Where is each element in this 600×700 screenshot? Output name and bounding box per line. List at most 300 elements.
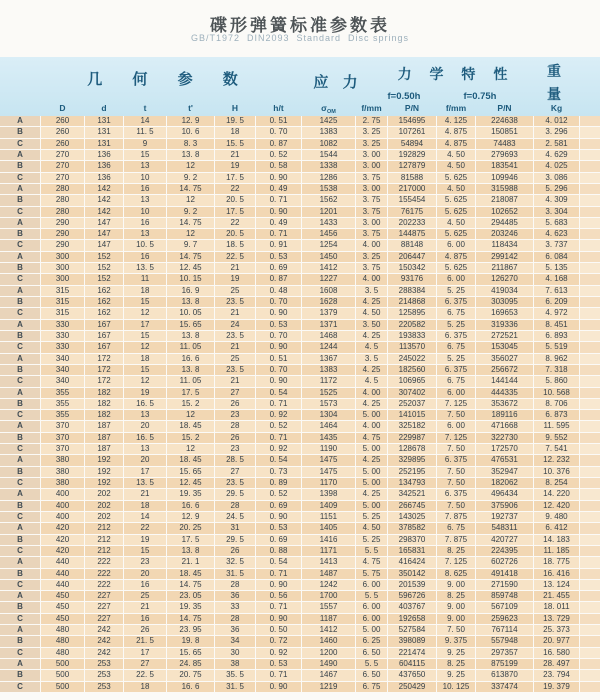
value-cell: 17 xyxy=(124,320,166,330)
value-cell: 7. 125 xyxy=(437,399,475,409)
value-cell: 74483 xyxy=(476,139,533,149)
value-cell: 1433 xyxy=(302,218,355,228)
value-cell: 131 xyxy=(85,127,123,137)
value-cell: 13 xyxy=(124,229,166,239)
value-cell: 7. 125 xyxy=(437,557,475,567)
value-cell: 227 xyxy=(85,602,123,612)
value-cell: 440 xyxy=(41,580,84,590)
value-cell: 319336 xyxy=(476,320,533,330)
table-row xyxy=(0,297,600,307)
value-cell: 437650 xyxy=(388,670,436,680)
filler-cell xyxy=(580,546,600,556)
column-header-series xyxy=(0,102,40,115)
series-cell: C xyxy=(0,274,40,284)
value-cell: 420 xyxy=(41,546,84,556)
value-cell: 3. 00 xyxy=(356,184,387,194)
value-cell: 172570 xyxy=(476,444,533,454)
value-cell: 36 xyxy=(215,625,255,635)
value-cell: 9. 00 xyxy=(437,614,475,624)
series-cell: B xyxy=(0,467,40,477)
value-cell: 21. 5 xyxy=(124,636,166,646)
value-cell: 17. 5 xyxy=(215,173,255,183)
value-cell: 300 xyxy=(41,263,84,273)
value-cell: 3. 00 xyxy=(356,161,387,171)
value-cell: 1412 xyxy=(302,263,355,273)
series-cell: A xyxy=(0,354,40,364)
value-cell: 11. 185 xyxy=(534,546,579,556)
value-cell: 6. 873 xyxy=(534,410,579,420)
filler-cell xyxy=(580,614,600,624)
value-cell: 134793 xyxy=(388,478,436,488)
value-cell: 3. 50 xyxy=(356,320,387,330)
value-cell: 2. 581 xyxy=(534,139,579,149)
value-cell: 152 xyxy=(85,263,123,273)
value-cell: 450 xyxy=(41,591,84,601)
value-cell: 118434 xyxy=(476,240,533,250)
table-row xyxy=(0,263,600,273)
value-cell: 15 xyxy=(124,546,166,556)
series-cell: A xyxy=(0,659,40,669)
value-cell: 613870 xyxy=(476,670,533,680)
value-cell: 152 xyxy=(85,274,123,284)
value-cell: 0. 71 xyxy=(256,670,301,680)
value-cell: 0. 92 xyxy=(256,410,301,420)
value-cell: 270 xyxy=(41,173,84,183)
table-row xyxy=(0,591,600,601)
value-cell: 187 xyxy=(85,421,123,431)
value-cell: 1525 xyxy=(302,388,355,398)
table-row xyxy=(0,218,600,228)
value-cell: 0. 48 xyxy=(256,286,301,296)
value-cell: 1254 xyxy=(302,240,355,250)
column-header-pn-075: P/N xyxy=(497,103,512,113)
value-cell: 224395 xyxy=(476,546,533,556)
value-cell: 5. 25 xyxy=(437,286,475,296)
filler-cell xyxy=(580,388,600,398)
filler-cell xyxy=(580,184,600,194)
value-cell: 106965 xyxy=(388,376,436,386)
value-cell: 15. 65 xyxy=(167,467,214,477)
series-cell: A xyxy=(0,218,40,228)
value-cell: 0. 54 xyxy=(256,388,301,398)
value-cell: 0. 87 xyxy=(256,274,301,284)
value-cell: 142 xyxy=(85,207,123,217)
table-row xyxy=(0,342,600,352)
series-cell: C xyxy=(0,614,40,624)
table-row xyxy=(0,252,600,262)
value-cell: 19. 5 xyxy=(215,116,255,126)
value-cell: 1413 xyxy=(302,557,355,567)
value-cell: 21. 455 xyxy=(534,591,579,601)
value-cell: 5. 5 xyxy=(356,659,387,669)
value-cell: 340 xyxy=(41,354,84,364)
value-cell: 26 xyxy=(124,625,166,635)
value-cell: 23. 5 xyxy=(215,331,255,341)
column-header-H: H xyxy=(231,103,239,113)
value-cell: 4. 875 xyxy=(437,252,475,262)
value-cell: 370 xyxy=(41,444,84,454)
value-cell: 0. 70 xyxy=(256,331,301,341)
value-cell: 7. 541 xyxy=(534,444,579,454)
series-cell: C xyxy=(0,139,40,149)
value-cell: 16. 5 xyxy=(124,433,166,443)
table-row xyxy=(0,625,600,635)
value-cell: 227 xyxy=(85,614,123,624)
value-cell: 81588 xyxy=(388,173,436,183)
value-cell: 11. 05 xyxy=(167,376,214,386)
value-cell: 13. 8 xyxy=(167,331,214,341)
value-cell: 19. 35 xyxy=(167,489,214,499)
value-cell: 19 xyxy=(215,161,255,171)
value-cell: 8. 25 xyxy=(437,659,475,669)
value-cell: 17 xyxy=(124,648,166,658)
value-cell: 155454 xyxy=(388,195,436,205)
value-cell: 26 xyxy=(215,399,255,409)
value-cell: 400 xyxy=(41,512,84,522)
series-cell: B xyxy=(0,263,40,273)
value-cell: 3. 75 xyxy=(356,195,387,205)
value-cell: 13. 5 xyxy=(124,478,166,488)
table-row xyxy=(0,308,600,318)
value-cell: 10. 6 xyxy=(167,127,214,137)
table-row xyxy=(0,116,600,126)
value-cell: 13 xyxy=(124,161,166,171)
series-cell: A xyxy=(0,184,40,194)
table-row xyxy=(0,535,600,545)
value-cell: 25 xyxy=(215,286,255,296)
value-cell: 400 xyxy=(41,501,84,511)
table-row xyxy=(0,388,600,398)
column-header-D: D xyxy=(59,103,66,113)
value-cell: 18 xyxy=(124,682,166,692)
value-cell: 6. 50 xyxy=(356,648,387,658)
value-cell: 16 xyxy=(124,614,166,624)
value-cell: 125895 xyxy=(388,308,436,318)
value-cell: 875199 xyxy=(476,659,533,669)
column-header-fmm-050: f/mm xyxy=(361,103,382,113)
value-cell: 221474 xyxy=(388,648,436,658)
value-cell: 0. 90 xyxy=(256,682,301,692)
value-cell: 150342 xyxy=(388,263,436,273)
series-cell: B xyxy=(0,501,40,511)
value-cell: 1398 xyxy=(302,489,355,499)
value-cell: 152 xyxy=(85,252,123,262)
series-cell: C xyxy=(0,580,40,590)
value-cell: 4. 00 xyxy=(356,388,387,398)
filler-cell xyxy=(580,139,600,149)
filler-cell xyxy=(580,173,600,183)
value-cell: 1468 xyxy=(302,331,355,341)
value-cell: 18. 45 xyxy=(167,569,214,579)
value-cell: 13. 8 xyxy=(167,150,214,160)
value-cell: 0. 90 xyxy=(256,308,301,318)
filler-cell xyxy=(580,670,600,680)
value-cell: 420 xyxy=(41,523,84,533)
table-row xyxy=(0,184,600,194)
value-cell: 5. 5 xyxy=(356,546,387,556)
table-row xyxy=(0,320,600,330)
value-cell: 7. 125 xyxy=(437,433,475,443)
value-cell: 25. 373 xyxy=(534,625,579,635)
value-cell: 202 xyxy=(85,512,123,522)
value-cell: 16. 6 xyxy=(167,501,214,511)
value-cell: 14. 75 xyxy=(167,218,214,228)
table-row xyxy=(0,682,600,692)
value-cell: 113570 xyxy=(388,342,436,352)
value-cell: 5. 683 xyxy=(534,218,579,228)
filler-cell xyxy=(580,444,600,454)
value-cell: 340 xyxy=(41,376,84,386)
filler-cell xyxy=(580,116,600,126)
value-cell: 222 xyxy=(85,569,123,579)
value-cell: 10. 15 xyxy=(167,274,214,284)
value-cell: 0. 71 xyxy=(256,229,301,239)
filler-cell xyxy=(580,252,600,262)
value-cell: 252037 xyxy=(388,399,436,409)
value-cell: 10. 376 xyxy=(534,467,579,477)
filler-cell xyxy=(580,580,600,590)
value-cell: 491418 xyxy=(476,569,533,579)
value-cell: 4. 5 xyxy=(356,376,387,386)
value-cell: 0. 70 xyxy=(256,297,301,307)
value-cell: 1450 xyxy=(302,252,355,262)
value-cell: 300 xyxy=(41,274,84,284)
value-cell: 28. 5 xyxy=(215,455,255,465)
value-cell: 22 xyxy=(124,523,166,533)
value-cell: 378582 xyxy=(388,523,436,533)
value-cell: 0. 56 xyxy=(256,591,301,601)
value-cell: 14. 75 xyxy=(167,580,214,590)
value-cell: 8. 25 xyxy=(437,546,475,556)
filler-cell xyxy=(580,365,600,375)
value-cell: 4. 50 xyxy=(437,184,475,194)
value-cell: 5. 00 xyxy=(356,501,387,511)
value-cell: 859748 xyxy=(476,591,533,601)
value-cell: 527584 xyxy=(388,625,436,635)
value-cell: 270 xyxy=(41,161,84,171)
value-cell: 10 xyxy=(124,173,166,183)
table-row xyxy=(0,659,600,669)
value-cell: 13 xyxy=(124,195,166,205)
value-cell: 4. 00 xyxy=(356,421,387,431)
table-row xyxy=(0,410,600,420)
value-cell: 500 xyxy=(41,659,84,669)
value-cell: 38 xyxy=(215,659,255,669)
value-cell: 1608 xyxy=(302,286,355,296)
value-cell: 260 xyxy=(41,116,84,126)
value-cell: 4. 50 xyxy=(356,308,387,318)
value-cell: 21 xyxy=(215,263,255,273)
value-cell: 0. 69 xyxy=(256,263,301,273)
value-cell: 6. 375 xyxy=(437,455,475,465)
value-cell: 1557 xyxy=(302,602,355,612)
column-header-row xyxy=(0,102,600,115)
value-cell: 222 xyxy=(85,580,123,590)
value-cell: 22. 5 xyxy=(215,252,255,262)
filler-cell xyxy=(580,308,600,318)
table-row xyxy=(0,240,600,250)
value-cell: 14. 183 xyxy=(534,535,579,545)
value-cell: 20 xyxy=(124,569,166,579)
filler-cell xyxy=(580,320,600,330)
value-cell: 1412 xyxy=(302,625,355,635)
column-header-t: t xyxy=(143,103,147,113)
value-cell: 16. 416 xyxy=(534,569,579,579)
filler-cell xyxy=(580,331,600,341)
value-cell: 220582 xyxy=(388,320,436,330)
value-cell: 4. 25 xyxy=(356,455,387,465)
value-cell: 1201 xyxy=(302,207,355,217)
table-row xyxy=(0,399,600,409)
value-cell: 23 xyxy=(215,410,255,420)
value-cell: 147 xyxy=(85,240,123,250)
value-cell: 7. 875 xyxy=(437,512,475,522)
value-cell: 355 xyxy=(41,399,84,409)
value-cell: 3. 25 xyxy=(356,127,387,137)
value-cell: 28 xyxy=(215,421,255,431)
column-header-kg: Kg xyxy=(550,103,563,113)
value-cell: 10. 05 xyxy=(167,308,214,318)
value-cell: 182 xyxy=(85,399,123,409)
value-cell: 18 xyxy=(215,127,255,137)
filler-cell xyxy=(580,218,600,228)
value-cell: 169653 xyxy=(476,308,533,318)
value-cell: 7. 50 xyxy=(437,410,475,420)
value-cell: 1082 xyxy=(302,139,355,149)
series-cell: B xyxy=(0,127,40,137)
value-cell: 192658 xyxy=(388,614,436,624)
value-cell: 12. 45 xyxy=(167,478,214,488)
value-cell: 14. 220 xyxy=(534,489,579,499)
value-cell: 9. 00 xyxy=(437,580,475,590)
value-cell: 1244 xyxy=(302,342,355,352)
series-cell: C xyxy=(0,240,40,250)
value-cell: 9. 375 xyxy=(437,636,475,646)
value-cell: 15 xyxy=(124,331,166,341)
value-cell: 1151 xyxy=(302,512,355,522)
value-cell: 500 xyxy=(41,682,84,692)
value-cell: 352947 xyxy=(476,467,533,477)
value-cell: 242 xyxy=(85,648,123,658)
table-row xyxy=(0,614,600,624)
value-cell: 290 xyxy=(41,240,84,250)
value-cell: 34 xyxy=(215,636,255,646)
value-cell: 1190 xyxy=(302,444,355,454)
value-cell: 380 xyxy=(41,455,84,465)
value-cell: 440 xyxy=(41,557,84,567)
value-cell: 23. 05 xyxy=(167,591,214,601)
value-cell: 0. 53 xyxy=(256,320,301,330)
value-cell: 21 xyxy=(215,376,255,386)
value-cell: 201539 xyxy=(388,580,436,590)
table-row xyxy=(0,195,600,205)
value-cell: 217000 xyxy=(388,184,436,194)
value-cell: 0. 71 xyxy=(256,602,301,612)
sigma-symbol: σ xyxy=(321,103,327,113)
value-cell: 202 xyxy=(85,489,123,499)
value-cell: 0. 91 xyxy=(256,240,301,250)
value-cell: 1219 xyxy=(302,682,355,692)
value-cell: 14 xyxy=(124,512,166,522)
value-cell: 5. 625 xyxy=(437,207,475,217)
value-cell: 162 xyxy=(85,308,123,318)
value-cell: 480 xyxy=(41,625,84,635)
value-cell: 14. 75 xyxy=(167,252,214,262)
value-cell: 6. 00 xyxy=(437,274,475,284)
value-cell: 6. 00 xyxy=(356,614,387,624)
value-cell: 30 xyxy=(215,648,255,658)
series-cell: C xyxy=(0,342,40,352)
table-row xyxy=(0,365,600,375)
value-cell: 4. 623 xyxy=(534,229,579,239)
value-cell: 767114 xyxy=(476,625,533,635)
filler-cell xyxy=(580,127,600,137)
value-cell: 12 xyxy=(167,444,214,454)
filler-cell xyxy=(580,263,600,273)
value-cell: 15. 65 xyxy=(167,648,214,658)
value-cell: 280 xyxy=(41,184,84,194)
value-cell: 14. 75 xyxy=(167,614,214,624)
value-cell: 9. 552 xyxy=(534,433,579,443)
value-cell: 1338 xyxy=(302,161,355,171)
value-cell: 21 xyxy=(215,150,255,160)
series-cell: C xyxy=(0,682,40,692)
table-row xyxy=(0,354,600,364)
value-cell: 10. 5 xyxy=(124,240,166,250)
value-cell: 11 xyxy=(124,274,166,284)
value-cell: 12 xyxy=(124,376,166,386)
value-cell: 28 xyxy=(215,501,255,511)
value-cell: 0. 92 xyxy=(256,444,301,454)
table-row xyxy=(0,207,600,217)
value-cell: 0. 72 xyxy=(256,636,301,646)
header-group-mechanical: 力 学 特 性 xyxy=(397,66,515,82)
series-cell: A xyxy=(0,388,40,398)
filler-cell xyxy=(580,602,600,612)
value-cell: 15 xyxy=(124,365,166,375)
value-cell: 4. 25 xyxy=(356,399,387,409)
value-cell: 7. 50 xyxy=(437,501,475,511)
value-cell: 6. 75 xyxy=(437,376,475,386)
value-cell: 567109 xyxy=(476,602,533,612)
value-cell: 167 xyxy=(85,331,123,341)
series-cell: B xyxy=(0,433,40,443)
value-cell: 15. 2 xyxy=(167,399,214,409)
value-cell: 182560 xyxy=(388,365,436,375)
value-cell: 0. 70 xyxy=(256,127,301,137)
value-cell: 0. 51 xyxy=(256,116,301,126)
value-cell: 4. 125 xyxy=(437,116,475,126)
value-cell: 18 xyxy=(124,354,166,364)
series-cell: C xyxy=(0,546,40,556)
series-cell: B xyxy=(0,535,40,545)
value-cell: 13 xyxy=(124,444,166,454)
table-row xyxy=(0,455,600,465)
value-cell: 1187 xyxy=(302,614,355,624)
value-cell: 192829 xyxy=(388,150,436,160)
value-cell: 13. 8 xyxy=(167,365,214,375)
table-row xyxy=(0,648,600,658)
filler-cell xyxy=(580,297,600,307)
value-cell: 12 xyxy=(124,308,166,318)
value-cell: 212 xyxy=(85,523,123,533)
filler-cell xyxy=(580,376,600,386)
value-cell: 480 xyxy=(41,636,84,646)
value-cell: 290 xyxy=(41,218,84,228)
value-cell: 7. 318 xyxy=(534,365,579,375)
value-cell: 290 xyxy=(41,229,84,239)
value-cell: 253 xyxy=(85,670,123,680)
